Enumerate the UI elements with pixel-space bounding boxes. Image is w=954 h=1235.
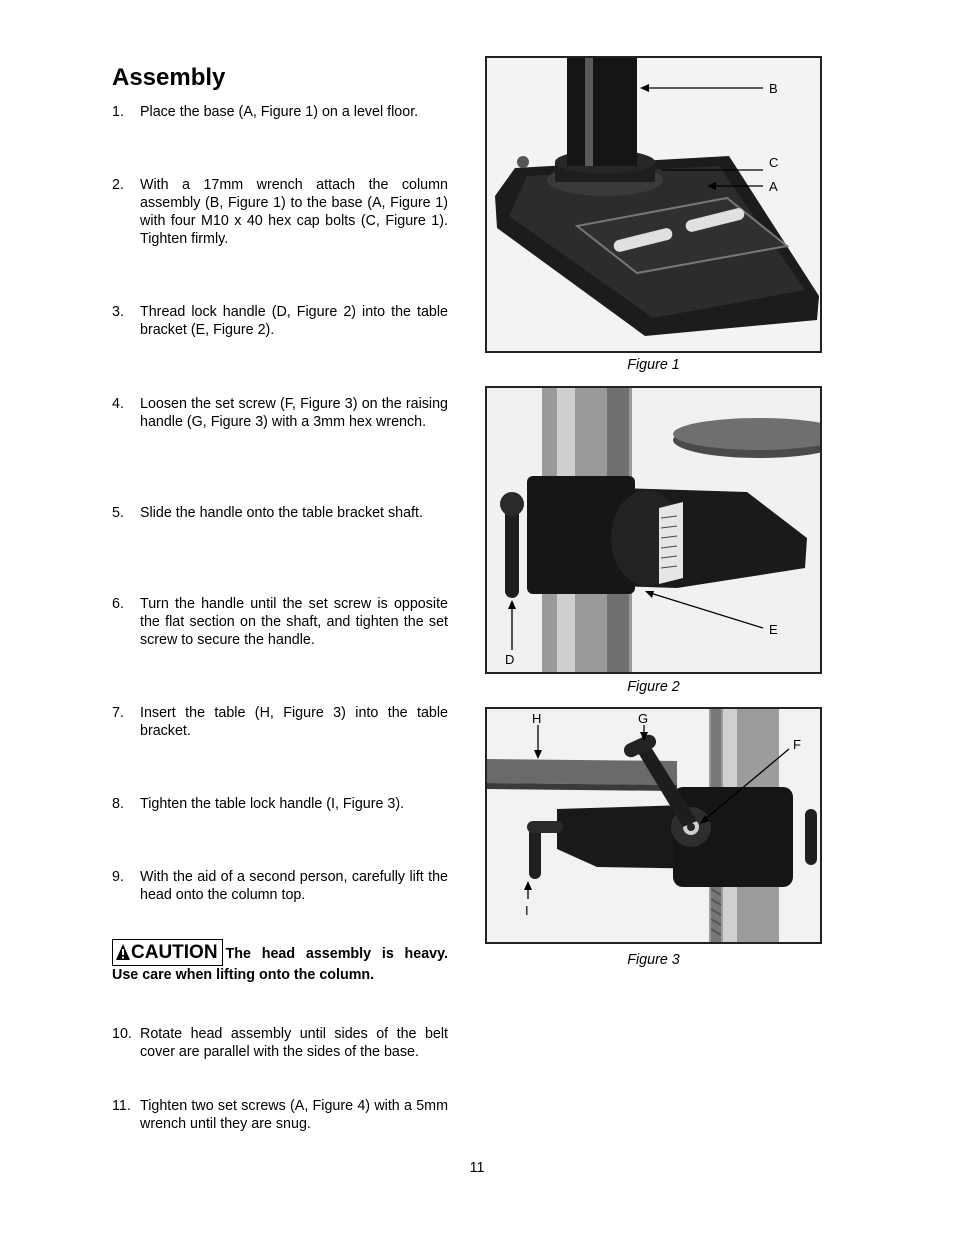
label-d: D <box>505 652 515 667</box>
label-e: E <box>769 622 778 637</box>
step-2 <box>112 176 448 248</box>
warning-triangle-icon <box>116 944 130 960</box>
step-text: Tighten two set screws (A, Figure 4) with a 5mm wrench until they are snug. <box>140 1098 448 1132</box>
step-6 <box>112 595 448 649</box>
step-8 <box>112 795 448 813</box>
step-text: Tighten the table lock handle (I, Figure 3). <box>140 796 405 812</box>
step-text: Place the base (A, Figure 1) on a level floor. <box>140 104 419 120</box>
figure-1-caption: Figure 1 <box>627 357 680 373</box>
step-number: 7. <box>112 705 124 721</box>
step-3 <box>112 303 448 339</box>
figure-2-caption: Figure 2 <box>627 679 680 695</box>
step-text: Rotate head assembly until sides of the belt cover are parallel with the sides of the base. <box>140 1026 448 1060</box>
step-number: 1. <box>112 104 124 120</box>
step-text: Insert the table (H, Figure 3) into the table bracket. <box>140 705 448 739</box>
label-a: A <box>769 179 778 194</box>
label-c: C <box>769 155 779 170</box>
step-text: Slide the handle onto the table bracket shaft. <box>140 505 423 521</box>
caution-notice <box>112 939 448 984</box>
caution-badge-label: CAUTION <box>131 942 218 963</box>
step-text: Turn the handle until the set screw is opposite the flat section on the shaft, and tighten the set screw to secure the handle. <box>140 596 448 648</box>
step-number: 3. <box>112 304 124 320</box>
step-number: 2. <box>112 177 124 193</box>
step-number: 5. <box>112 505 124 521</box>
label-i: I <box>525 903 529 918</box>
step-text: With the aid of a second person, carefully lift the head onto the column top. <box>140 869 448 903</box>
step-number: 10. <box>112 1026 132 1042</box>
step-text: With a 17mm wrench attach the column assembly (B, Figure 1) to the base (A, Figure 1) with four M10 x 40 hex cap bolts (C, Figure 1). Tighten firmly. <box>140 177 448 247</box>
step-10 <box>112 1025 448 1061</box>
label-g: G <box>638 711 649 726</box>
step-5 <box>112 504 448 522</box>
figure-1-photo <box>485 56 822 353</box>
step-7 <box>112 704 448 740</box>
step-text: Loosen the set screw (F, Figure 3) on the raising handle (G, Figure 3) with a 3mm hex wrench. <box>140 396 448 430</box>
label-f: F <box>793 737 801 752</box>
step-9 <box>112 868 448 904</box>
step-number: 11. <box>112 1098 131 1114</box>
caution-text: The head assembly is heavy. Use care when lifting onto the column. <box>112 946 448 983</box>
step-4 <box>112 395 448 431</box>
caution-badge <box>112 939 223 966</box>
page-number: 11 <box>469 1160 485 1176</box>
page-title: Assembly <box>112 64 226 91</box>
step-number: 8. <box>112 796 124 812</box>
figure-3-caption: Figure 3 <box>627 952 680 968</box>
label-h: H <box>532 711 542 726</box>
figure-2-photo <box>485 386 822 674</box>
step-number: 4. <box>112 396 124 412</box>
step-1 <box>112 103 448 121</box>
step-text: Thread lock handle (D, Figure 2) into the table bracket (E, Figure 2). <box>140 304 448 338</box>
step-number: 9. <box>112 869 124 885</box>
step-11 <box>112 1097 448 1133</box>
step-number: 6. <box>112 596 124 612</box>
label-b: B <box>769 81 778 96</box>
figure-3-photo <box>485 707 822 944</box>
